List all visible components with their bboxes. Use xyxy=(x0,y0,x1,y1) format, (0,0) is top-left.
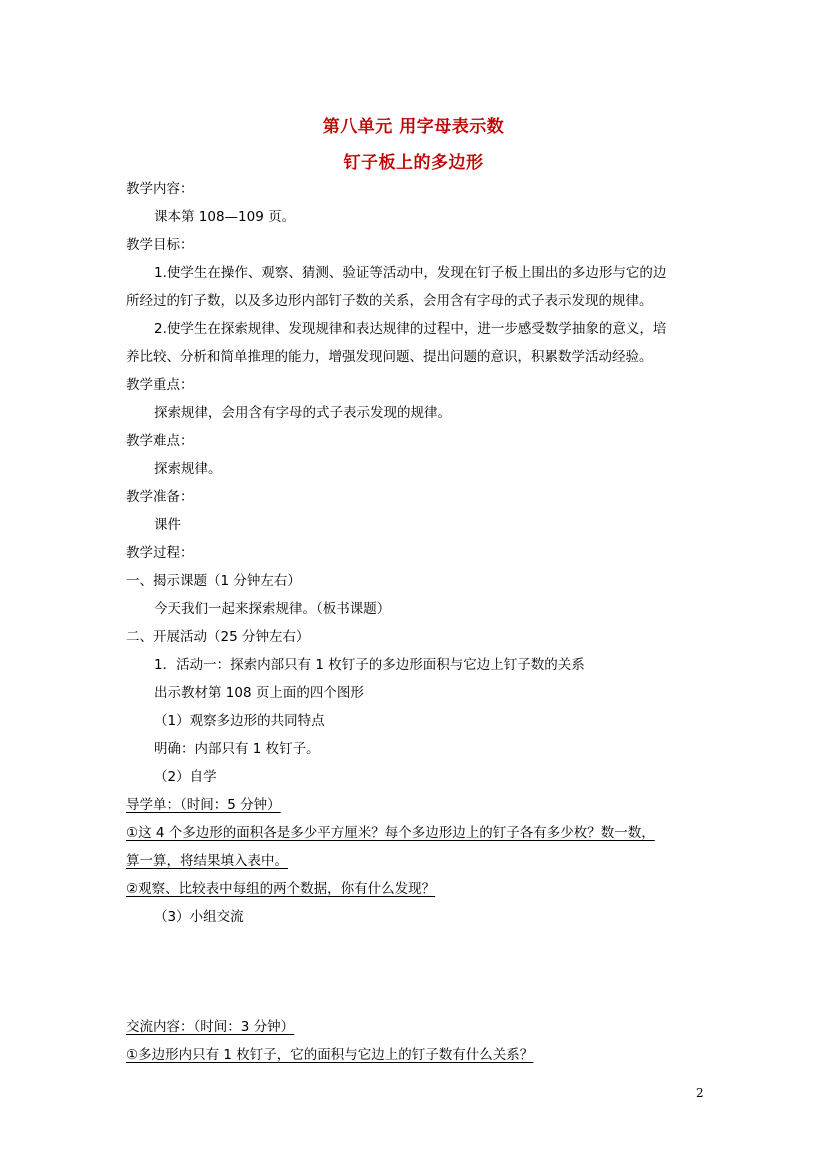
paragraph-line: （3）小组交流 xyxy=(154,909,244,925)
page-number: 2 xyxy=(696,1086,704,1100)
paragraph-line: 课本第 108—109 页。 xyxy=(154,209,296,225)
paragraph-line: 探索规律，会用含有字母的式子表示发现的规律。 xyxy=(154,405,451,421)
paragraph-line: 探索规律。 xyxy=(154,461,222,477)
paragraph-line: （1）观察多边形的共同特点 xyxy=(154,713,325,729)
guide-sheet-item: ①这 4 个多边形的面积各是多少平方厘米？每个多边形边上的钉子各有多少枚？数一数， xyxy=(126,825,655,841)
guide-sheet-item: ②观察、比较表中每组的两个数据，你有什么发现？ xyxy=(126,881,436,897)
paragraph-line: 所经过的钉子数，以及多边形内部钉子数的关系，会用含有字母的式子表示发现的规律。 xyxy=(126,293,653,309)
paragraph-line: 明确：内部只有 1 枚钉子。 xyxy=(154,741,320,757)
exchange-item: ①多边形内只有 1 枚钉子，它的面积与它边上的钉子数有什么关系？ xyxy=(126,1047,534,1063)
section-heading-goals: 教学目标： xyxy=(126,237,194,253)
paragraph-line: 二、开展活动（25 分钟左右） xyxy=(126,629,310,645)
paragraph-line: 今天我们一起来探索规律。（板书课题） xyxy=(154,601,391,617)
section-heading-difficulties: 教学难点： xyxy=(126,433,194,449)
guide-sheet-heading: 导学单：（时间：5 分钟） xyxy=(126,797,281,813)
section-heading-preparation: 教学准备： xyxy=(126,489,194,505)
paragraph-line: 1.使学生在操作、观察、猜测、验证等活动中，发现在钉子板上围出的多边形与它的边 xyxy=(154,265,667,281)
exchange-heading: 交流内容：（时间：3 分钟） xyxy=(126,1019,295,1035)
document-subtitle: 钉子板上的多边形 xyxy=(343,153,484,173)
paragraph-line: 出示教材第 108 页上面的四个图形 xyxy=(154,685,364,701)
paragraph-line: 课件 xyxy=(154,517,181,533)
paragraph-line: 2.使学生在探索规律、发现规律和表达规律的过程中，进一步感受数学抽象的意义，培 xyxy=(154,321,667,337)
paragraph-line: （2）自学 xyxy=(154,769,217,785)
section-heading-content: 教学内容： xyxy=(126,181,194,197)
paragraph-line: 一、揭示课题（1 分钟左右） xyxy=(126,573,301,589)
paragraph-line: 1．活动一：探索内部只有 1 枚钉子的多边形面积与它边上钉子数的关系 xyxy=(154,657,585,673)
document-title: 第八单元 用字母表示数 xyxy=(322,117,505,137)
paragraph-line: 养比较、分析和简单推理的能力，增强发现问题、提出问题的意识，积累数学活动经验。 xyxy=(126,349,653,365)
section-heading-key-points: 教学重点： xyxy=(126,377,194,393)
section-heading-process: 教学过程： xyxy=(126,545,194,561)
guide-sheet-item: 算一算，将结果填入表中。 xyxy=(126,853,288,869)
